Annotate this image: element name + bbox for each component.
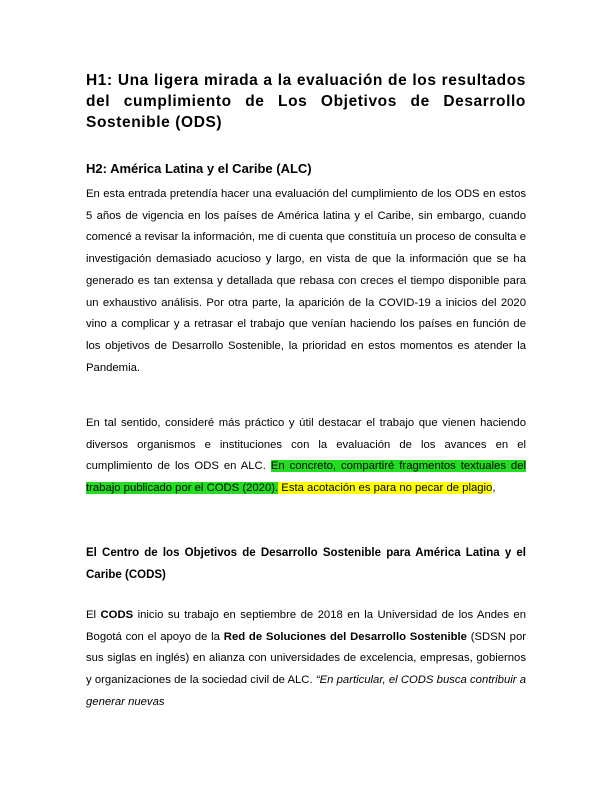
heading-1: H1: Una ligera mirada a la evaluación de los resultados del cumplimiento de Los Objetivos de Desarrollo Sostenible (ODS) (86, 72, 526, 131)
cods-bold-name: CODS (100, 609, 134, 621)
cods-text-3: (SDSN por sus siglas en inglés) en alianza con universidades de excelencia, empresas, gobiernos y organizaciones de la sociedad civil de ALC. (86, 630, 527, 687)
paragraph-intro: En esta entrada pretendía hacer una evaluación del cumplimiento de los ODS en estos 5 años de vigencia en los países de América latina y el Caribe, sin embargo, cuando comencé a revisar la información, me di cuenta que constituía un proceso de consulta e investigación demasiado acucioso y largo, en vista de que la información que se ha generado es tan extensa y detallada que rebasa con creces el tiempo disponible para un exhaustivo análisis. Por otra parte, la aparición de la COVID-19 a inicios del 2020 vino a complicar y a retrasar el trabajo que venían haciendo los países en función de los objetivos de Desarrollo Sostenible, la prioridad en estos momentos es atender la Pandemia. (86, 188, 526, 374)
cods-text-1: El (86, 609, 101, 621)
yellow-highlight-text: Esta acotación es para no pecar de plagio (278, 482, 493, 495)
paragraph-context-text: En tal sentido, consideré más práctico y útil destacar el trabajo que vienen haciendo diversos organismos e instituciones con la evaluación de los avances en el cumplimiento de los ODS en ALC. (86, 417, 526, 473)
green-highlight-text: En concreto, compartiré fragmentos textuales del trabajo publicado por el CODS (2020). (86, 460, 526, 495)
paragraph-context-tail: , (492, 482, 496, 495)
paragraph-cods (86, 605, 526, 714)
heading-2: H2: América Latina y el Caribe (ALC) (86, 161, 312, 176)
heading-3: El Centro de los Objetivos de Desarrollo Sostenible para América Latina y el Caribe (CODS) (86, 547, 526, 581)
cods-quote: “En particular, el CODS busca contribuir a generar nuevas (86, 674, 526, 708)
paragraph-context (86, 413, 526, 500)
cods-text-2: inicio su trabajo en septiembre de 2018 en la Universidad de los Andes en Bogotá con el apoyo de la (86, 609, 526, 643)
sdsn-bold-name: Red de Soluciones del Desarrollo Sostenible (223, 630, 467, 643)
